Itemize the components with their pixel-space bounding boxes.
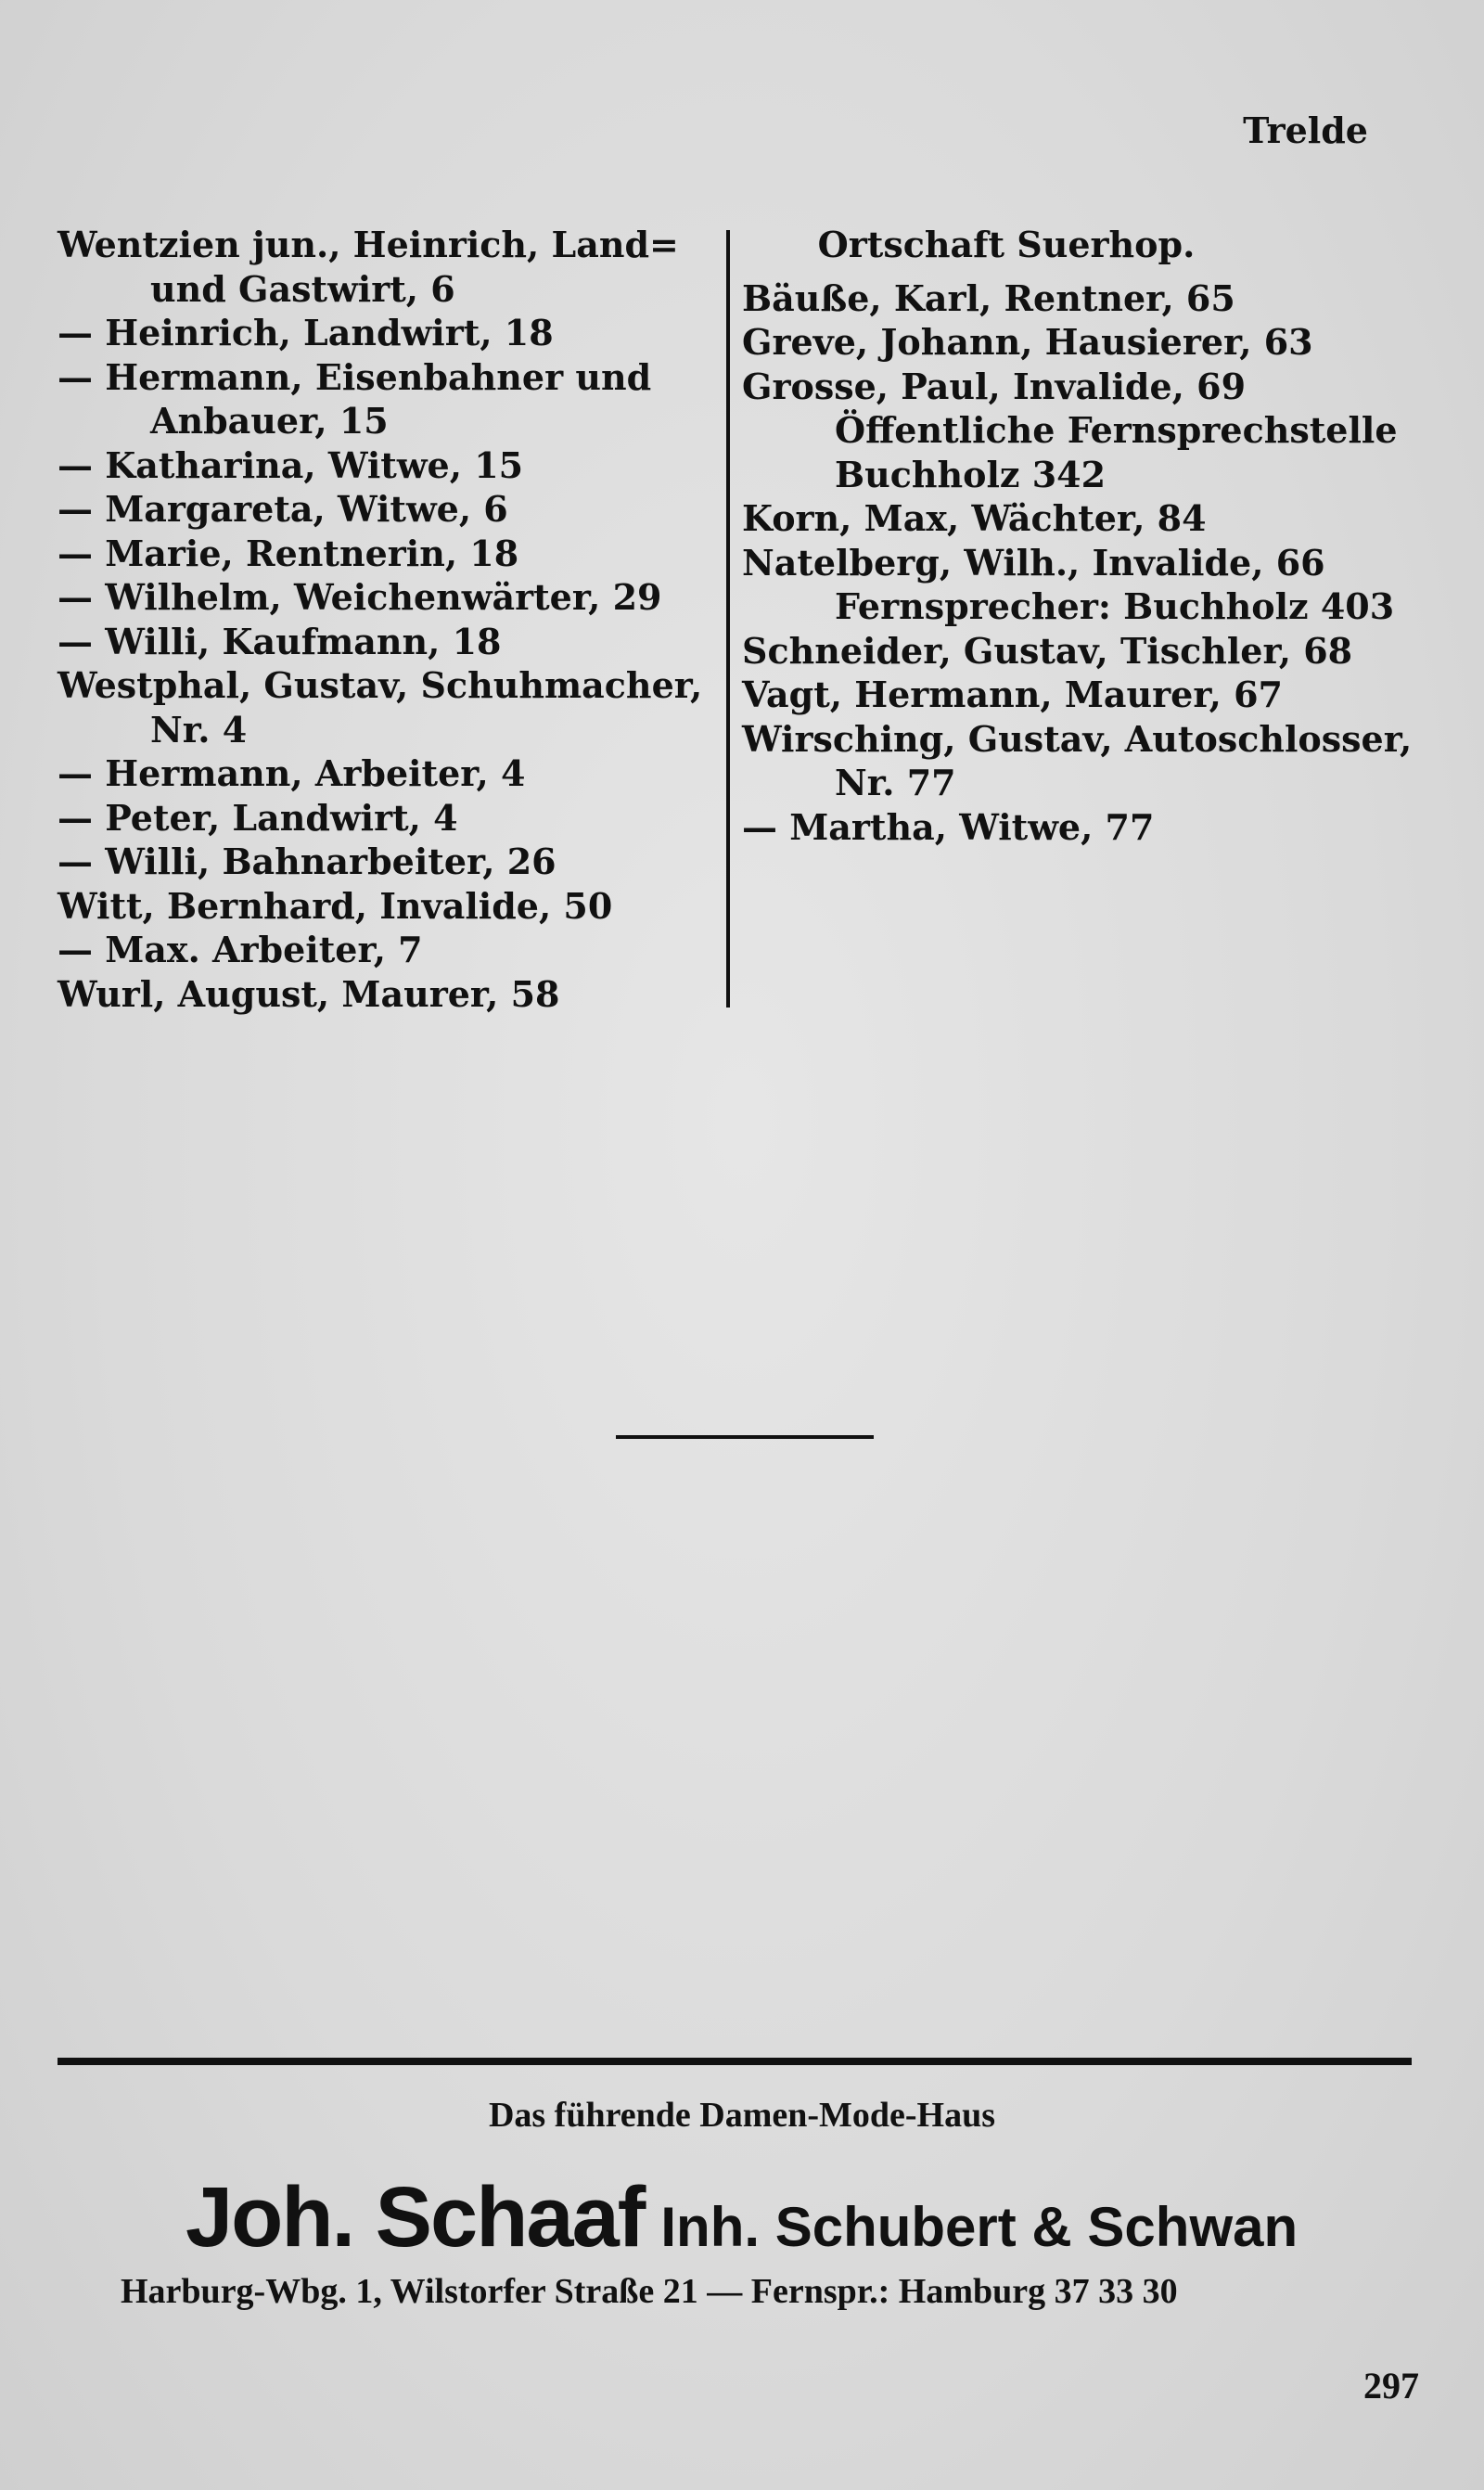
list-item: — Martha, Witwe, 77 — [742, 805, 1155, 848]
entry-continuation: Fernsprecher: Buchholz 403 — [835, 585, 1395, 627]
list-item: Korn, Max, Wächter, 84 — [742, 497, 1207, 539]
list-item — [742, 365, 1398, 497]
ad-company-name — [186, 2169, 1354, 2266]
list-item: Vagt, Hermann, Maurer, 67 — [742, 674, 1283, 715]
section-end-rule — [616, 1435, 874, 1439]
section-title: Ortschaft Suerhop. — [817, 224, 1196, 265]
entry-line: — Hermann, Eisenbahner und — [58, 355, 652, 398]
entry-continuation: Nr. 4 — [150, 708, 248, 751]
column-divider — [726, 230, 730, 1008]
ad-address: Harburg-Wbg. 1, Wilstorfer Straße 21 — Fernspr.: Hamburg 37 33 30 — [121, 2272, 1178, 2311]
entry-continuation: Öffentliche Fernsprechstelle — [835, 409, 1398, 451]
list-item: Schneider, Gustav, Tischler, 68 — [742, 629, 1353, 672]
page-number: 297 — [1363, 2365, 1419, 2407]
list-item: — Katharina, Witwe, 15 — [58, 443, 524, 486]
ad-company: Joh. Schaaf — [186, 2170, 645, 2265]
list-item: — Peter, Landwirt, 4 — [58, 796, 458, 839]
list-item: Greve, Johann, Hausierer, 63 — [742, 321, 1313, 363]
list-item: Wurl, August, Maurer, 58 — [58, 972, 560, 1015]
entry-line: Wirsching, Gustav, Autoschlosser, — [742, 717, 1413, 760]
ad-tagline: Das führende Damen-Mode-Haus — [488, 2096, 996, 2135]
list-item: — Willi, Bahnarbeiter, 26 — [58, 841, 556, 882]
list-item — [58, 223, 707, 311]
list-item: — Max. Arbeiter, 7 — [58, 929, 423, 970]
list-item — [742, 717, 1413, 805]
list-item: Witt, Bernhard, Invalide, 50 — [58, 884, 613, 927]
list-item — [58, 663, 707, 751]
entry-continuation: Nr. 77 — [835, 762, 956, 803]
list-item — [58, 355, 707, 443]
list-item: — Marie, Rentnerin, 18 — [58, 532, 519, 574]
list-item — [742, 541, 1395, 629]
entry-continuation: und Gastwirt, 6 — [150, 267, 455, 310]
entry-line: Grosse, Paul, Invalide, 69 — [742, 365, 1247, 407]
list-item: — Hermann, Arbeiter, 4 — [58, 752, 526, 794]
list-item: — Wilhelm, Weichenwärter, 29 — [58, 576, 662, 618]
entry-continuation: Anbauer, 15 — [150, 400, 389, 442]
list-item: — Heinrich, Landwirt, 18 — [58, 312, 554, 353]
left-column — [58, 223, 707, 1016]
list-item: — Margareta, Witwe, 6 — [58, 488, 508, 530]
entry-line: Westphal, Gustav, Schuhmacher, — [58, 664, 703, 706]
right-column — [742, 223, 1413, 849]
ad-owners: Inh. Schubert & Schwan — [660, 2196, 1298, 2258]
list-item: Bäuße, Karl, Rentner, 65 — [742, 276, 1235, 319]
list-item: — Willi, Kaufmann, 18 — [58, 620, 502, 662]
entry-continuation: Buchholz 342 — [835, 453, 1107, 495]
entry-line: Wentzien jun., Heinrich, Land= — [58, 224, 679, 265]
running-head: Trelde — [1243, 109, 1368, 151]
entry-line: Natelberg, Wilh., Invalide, 66 — [742, 541, 1325, 584]
advertisement-rule — [58, 2058, 1412, 2065]
